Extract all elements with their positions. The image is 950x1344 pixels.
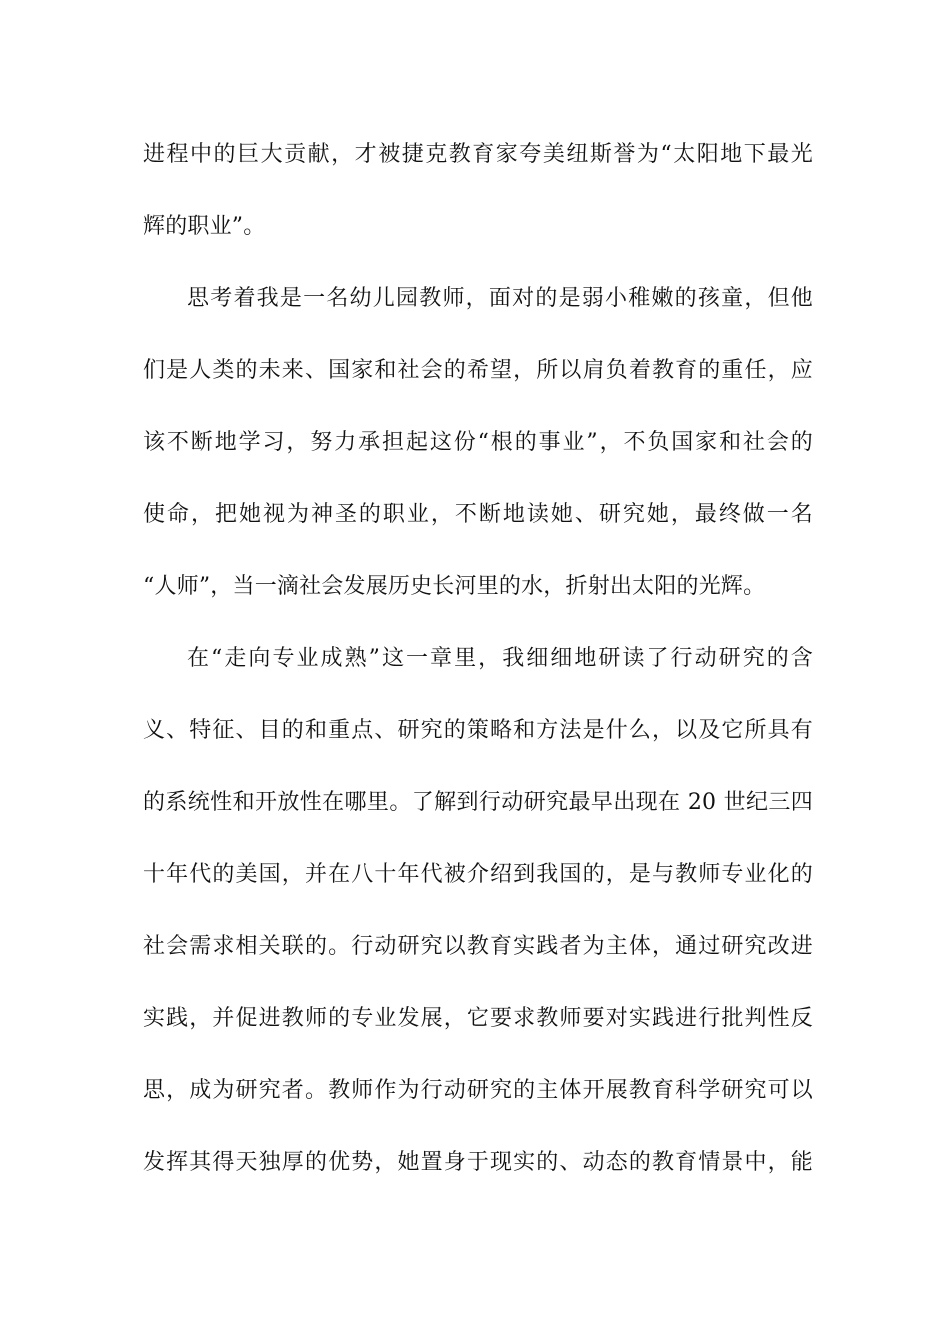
paragraph-2-line-2: 们是人类的未来、国家和社会的希望，所以肩负着教育的重任，应 (143, 358, 813, 383)
paragraph-1-line-2: 辉的职业”。 (143, 214, 266, 239)
paragraph-1-line-1: 进程中的巨大贡献，才被捷克教育家夸美纽斯誉为“太阳地下最光 (143, 142, 813, 167)
paragraph-3-line-8: 发挥其得天独厚的优势，她置身于现实的、动态的教育情景中，能 (143, 1150, 813, 1175)
paragraph-2-line-3: 该不断地学习，努力承担起这份“根的事业”，不负国家和社会的 (143, 430, 813, 455)
paragraph-3-line-6: 实践，并促进教师的专业发展，它要求教师要对实践进行批判性反 (143, 1006, 813, 1031)
paragraph-3-line-1: 在“走向专业成熟”这一章里，我细细地研读了行动研究的含 (187, 646, 813, 671)
paragraph-3-line-4: 十年代的美国，并在八十年代被介绍到我国的，是与教师专业化的 (143, 862, 813, 887)
paragraph-3-line-5: 社会需求相关联的。行动研究以教育实践者为主体，通过研究改进 (143, 934, 813, 959)
paragraph-2-line-4: 使命，把她视为神圣的职业，不断地读她、研究她，最终做一名 (143, 502, 813, 527)
paragraph-3-line-7: 思，成为研究者。教师作为行动研究的主体开展教育科学研究可以 (143, 1078, 813, 1103)
paragraph-2-line-5: “人师”，当一滴社会发展历史长河里的水，折射出太阳的光辉。 (143, 574, 766, 599)
paragraph-2-line-1: 思考着我是一名幼儿园教师，面对的是弱小稚嫩的孩童，但他 (187, 286, 813, 311)
paragraph-3-line-3: 的系统性和开放性在哪里。了解到行动研究最早出现在 20 世纪三四 (143, 790, 813, 815)
paragraph-3-line-2: 义、特征、目的和重点、研究的策略和方法是什么，以及它所具有 (143, 718, 813, 743)
